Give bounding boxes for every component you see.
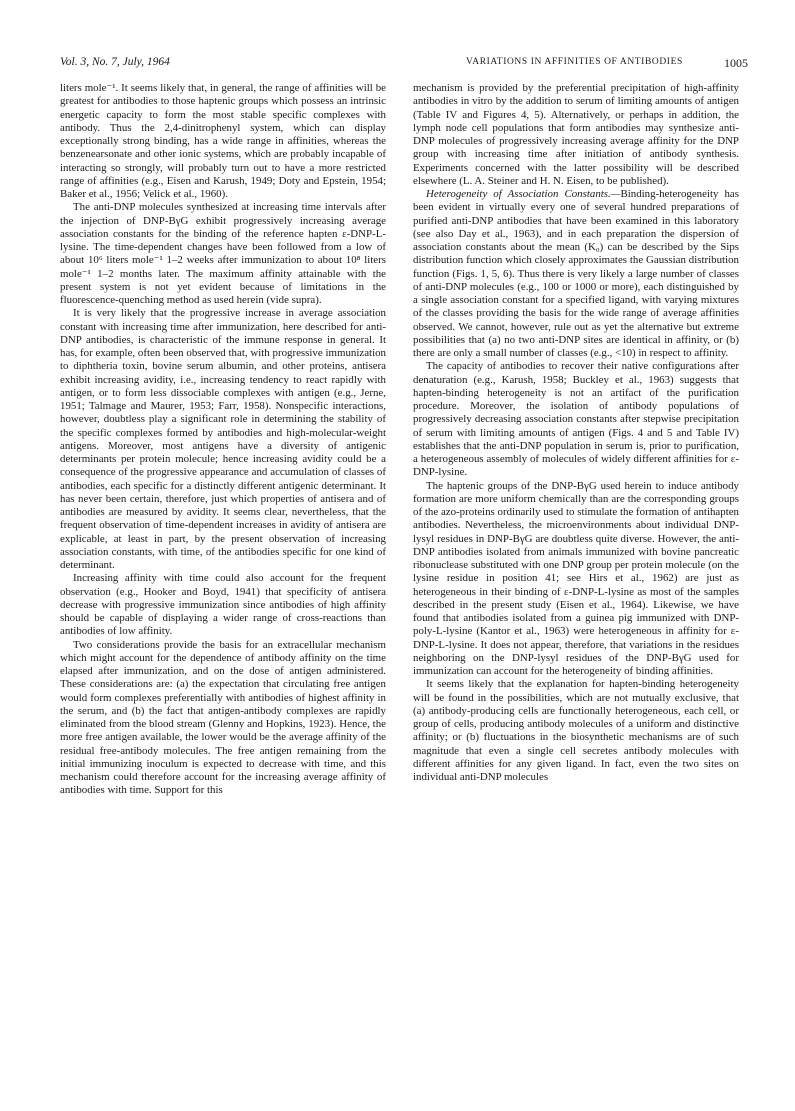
paragraph-with-heading xyxy=(413,188,739,360)
paragraph: The haptenic groups of the DNP-BγG used herein to induce antibody formation are more uniform chemically than are the corresponding groups of the azo-proteins ordinarily used to stimulate the formation of antihapten antibodies. Nevertheless, the microenvironments about individual DNP-lysyl residues in DNP-BγG are doubtless quite diverse. However, the anti-DNP antibodies isolated from animals immunized with bovine pancreatic ribonuclease substituted with one DNP group per protein molecule (on the lysine residue in position 41; see Hirs et al., 1962) are just as heterogeneous in their binding of ε-DNP-L-lysine as most of the samples described in the present study (Eisen et al., 1964). Likewise, we have found that antibodies isolated from a guinea pig immunized with DNP-poly-L-lysine (Kantor et al., 1963) were heterogeneous in affinity for ε-DNP-L-lysine. It does not appear, therefore, that variations in the residues neighboring on the DNP-lysyl residues of the DNP-BγG used for immunization can account for the heterogeneity of binding affinities. xyxy=(413,479,739,677)
paragraph: mechanism is provided by the preferential precipitation of high-affinity antibodies in vitro by the addition to serum of limiting amounts of antigen (Table IV and Figures 4, 5). Alternatively, or perhaps in addition, the lymph node cell populations that form antibodies may synthesize anti-DNP molecules of progressively increasing average affinity for the DNP group with increasing time after initiation of antibody synthesis. Experiments concerned with the latter possibility will be described elsewhere (L. A. Steiner and H. N. Eisen, to be published). xyxy=(413,82,739,187)
paragraph: The capacity of antibodies to recover their native configurations after denaturation (e.g., Karush, 1958; Buckley et al., 1963) suggests that hapten-binding heterogeneity is not an artifact of the purification procedure. Moreover, the isolation of antibody populations of progressively decreasing association constants after stepwise precipitation of serum with limiting amounts of antigen (Figs. 4 and 5 and Table IV) establishes that the anti-DNP population in serum is, prior to purification, a heterogeneous assembly of molecules of widely different affinities for ε-DNP-lysine. xyxy=(413,360,739,479)
paragraph: It is very likely that the progressive increase in average association constant with increasing time after immunization, here described for anti-DNP antibodies, is characteristic of the immune response in general. It has, for example, often been observed that, with progressive immunization to diphtheria toxin, bovine serum albumin, and other proteins, antisera exhibit increasing avidity, i.e., increasing tendency to react rapidly with antigen, or to form less dissociable complexes with antigen (e.g., Jerne, 1951; Talmage and Maurer, 1953; Farr, 1958). Nonspecific interactions, however, doubtless play a significant role in determining the stability of the specific complexes formed by antibodies and high-molecular-weight antigens. Moreover, most antigens have a diversity of antigenic determinants per protein molecule; hence increasing avidity could be a consequence of the progressive appearance and accumulation of classes of antibodies, each specific for a distinctly different antigenic determinant. It has never been certain, therefore, just which properties of antisera and of antibodies are measured by avidity. It seems clear, nevertheless, that the frequent observation of time-dependent increases in avidity of antisera are explicable, at least in part, by the present observation of increasing association constants, with time, of the antibodies specific for one kind of determinant. xyxy=(60,307,386,571)
running-title: VARIATIONS IN AFFINITIES OF ANTIBODIES xyxy=(466,57,683,67)
left-column xyxy=(60,82,386,798)
paragraph: The anti-DNP molecules synthesized at increasing time intervals after the injection of DNP-BγG exhibit progressively increasing average association constants for the binding of the reference hapten ε-DNP-L-lysine. The time-dependent changes have been followed from a low of about 10⁶ liters mole⁻¹ 1–2 weeks after immunization to about 10⁸ liters mole⁻¹ 1–2 months later. The maximum affinity attainable with the present system is not yet evident because of limitations in the fluorescence-quenching method as used herein (vide supra). xyxy=(60,201,386,306)
paragraph: liters mole⁻¹. It seems likely that, in general, the range of affinities will be greatest for antibodies to those haptenic groups which possess an intrinsic energetic capacity to form the most stable specific complexes with antibody. Thus the 2,4-dinitrophenyl system, which can display exceptionally strong binding, has a wide range in affinities, whereas the benzenearsonate and other ionic systems, which are probably incapable of interacting so strongly, will probably turn out to have a more restricted range of affinities (e.g., Eisen and Karush, 1949; Doty and Epstein, 1954; Baker et al., 1956; Velick et al., 1960). xyxy=(60,82,386,200)
right-column xyxy=(413,82,739,784)
page-number: 1005 xyxy=(724,56,748,70)
journal-volume-issue: Vol. 3, No. 7, July, 1964 xyxy=(60,56,170,68)
running-header xyxy=(60,56,748,74)
paragraph: Increasing affinity with time could also account for the frequent observation (e.g., Hooker and Boyd, 1941) that specificity of antisera decrease with progressive immunization since antibodies of high affinity should be capable of displaying a wider range of cross-reactions than antibodies of low affinity. xyxy=(60,572,386,638)
section-heading: Heterogeneity of Association Constants.— xyxy=(426,188,621,200)
paragraph: It seems likely that the explanation for hapten-binding heterogeneity will be found in the possibilities, which are not mutually exclusive, that (a) antibody-producing cells are functionally heterogeneous, each cell, or group of cells, producing antibody molecules of a uniform and distinctive affinity; or (b) fluctuations in the biosynthetic mechanisms are of such magnitude that even a single cell secretes antibody molecules with different affinities for any given ligand. In fact, even the two sites on individual anti-DNP molecules xyxy=(413,678,739,783)
paragraph-text: Binding-heterogeneity has been evident in virtually every one of several hundred preparations of purified anti-DNP antibodies that have been examined in this laboratory (see also Day et al., 1963), and in each preparation the dispersion of association constants about the mean (K₀) can be described by the Sips distribution function which closely approximates the Gaussian distribution function (Figs. 1, 5, 6). Thus there is very likely a large number of classes of anti-DNP molecules (e.g., 100 or 1000 or more), each distinguished by a single association constant for a specified ligand, with varying mixtures of the classes providing the basis for the wide range of average affinities observed. We cannot, however, rule out as yet the alternative but extreme possibilities that (a) no two anti-DNP sites are identical in affinity, or (b) there are only a small number of classes (e.g., <10) in respect to affinity. xyxy=(413,188,739,359)
paragraph: Two considerations provide the basis for an extracellular mechanism which might account for the dependence of antibody affinity on the time elapsed after immunization, and on the dose of antigen administered. These considerations are: (a) the expectation that circulating free antigen would form complexes preferentially with antibodies of highest affinity in the serum, and (b) the fact that antigen-antibody complexes are rapidly eliminated from the blood stream (Glenny and Hopkins, 1923). Hence, the more free antigen available, the lower would be the average affinity of the residual free-antibody molecules. The free antigen remaining from the initial immunizing inoculum is expected to decrease with time, and this mechanism could therefore account for the increasing average affinity of antibodies with time. Support for this xyxy=(60,638,386,797)
